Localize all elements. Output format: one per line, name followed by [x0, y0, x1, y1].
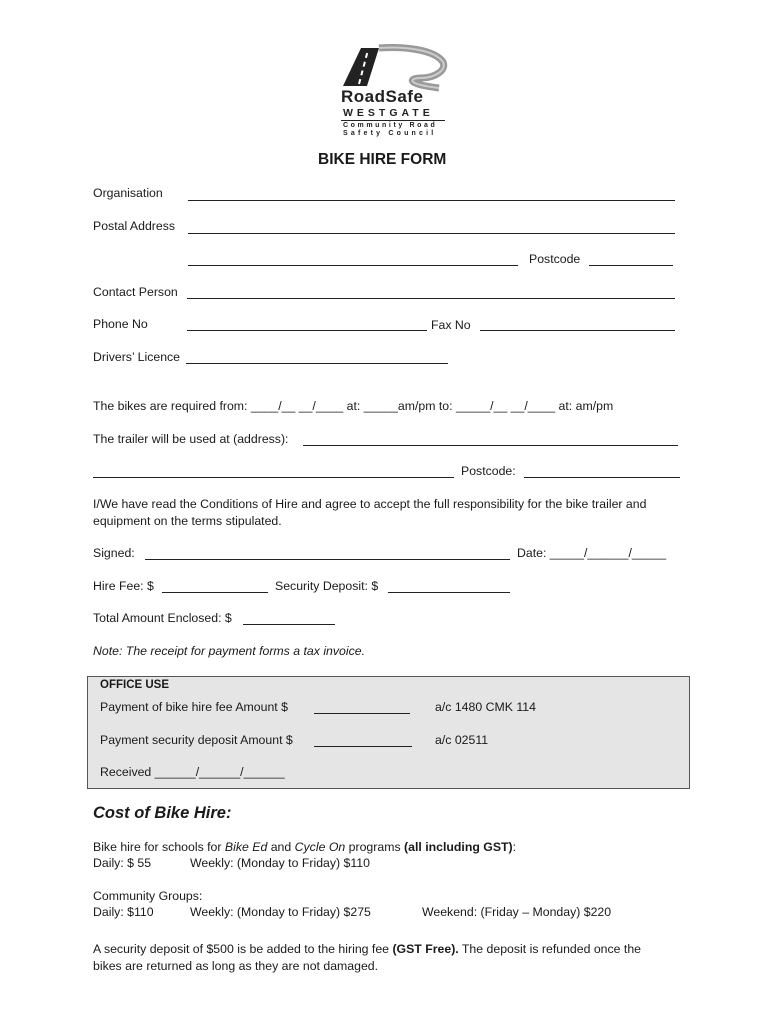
- total-enclosed-field[interactable]: [243, 624, 335, 625]
- deposit-info-line: [93, 942, 641, 956]
- schools-weekly: Weekly: (Monday to Friday) $110: [190, 856, 370, 870]
- schools-pricing-line: [93, 840, 516, 854]
- total-enclosed-label: Total Amount Enclosed: $: [93, 611, 232, 625]
- cost-heading: Cost of Bike Hire:: [93, 804, 232, 822]
- logo-tagline-1: Community Road: [343, 122, 438, 129]
- schools-and: and: [267, 840, 295, 854]
- page-title: BIKE HIRE FORM: [318, 151, 447, 168]
- logo-subbrand: WESTGATE: [343, 107, 434, 119]
- phone-label: Phone No: [93, 317, 148, 331]
- cycle-on-text: Cycle On: [294, 840, 346, 854]
- office-hire-fee-label: Payment of bike hire fee Amount $: [100, 700, 288, 714]
- schools-daily: Daily: $ 55: [93, 856, 152, 870]
- bike-ed-text: Bike Ed: [224, 840, 268, 854]
- drivers-licence-field[interactable]: [186, 363, 448, 364]
- trailer-address-field-2[interactable]: [93, 477, 454, 478]
- hire-fee-label: Hire Fee: $: [93, 579, 154, 593]
- community-daily: Daily: $110: [93, 905, 154, 919]
- schools-programs: programs: [345, 840, 405, 854]
- signature-field[interactable]: [145, 559, 510, 560]
- logo-brand: RoadSafe: [341, 87, 424, 106]
- schools-gst: (all including GST): [404, 840, 513, 854]
- community-weekly: Weekly: (Monday to Friday) $275: [190, 905, 371, 919]
- postcode-field[interactable]: [589, 265, 673, 266]
- schools-colon: :: [512, 840, 517, 854]
- date-field[interactable]: Date: _____/______/_____: [517, 546, 667, 560]
- trailer-address-label: The trailer will be used at (address):: [93, 432, 289, 446]
- deposit-prefix: A security deposit of $500 is be added to the hiring fee: [93, 942, 393, 956]
- office-use-heading: OFFICE USE: [100, 679, 170, 691]
- community-weekend: Weekend: (Friday – Monday) $220: [422, 905, 612, 919]
- contact-person-label: Contact Person: [93, 285, 178, 299]
- office-deposit-amount-field[interactable]: [314, 746, 412, 747]
- postal-address-field[interactable]: [188, 233, 675, 234]
- signed-label: Signed:: [93, 546, 135, 560]
- postcode-label: Postcode: [529, 252, 581, 266]
- organisation-field[interactable]: [188, 200, 675, 201]
- office-deposit-label: Payment security deposit Amount $: [100, 733, 293, 747]
- fax-field[interactable]: [480, 330, 675, 331]
- fax-label: Fax No: [431, 318, 471, 332]
- security-deposit-field[interactable]: [388, 592, 510, 593]
- community-heading: Community Groups:: [93, 889, 203, 903]
- drivers-licence-label: Drivers’ Licence: [93, 350, 181, 364]
- security-deposit-label: Security Deposit: $: [275, 579, 379, 593]
- declaration-text-2: equipment on the terms stipulated.: [93, 514, 282, 528]
- office-hire-fee-amount-field[interactable]: [314, 713, 410, 714]
- postal-address-field-2[interactable]: [188, 265, 518, 266]
- road-logo-icon: [335, 44, 450, 92]
- office-use-box: [87, 676, 690, 789]
- postal-address-label: Postal Address: [93, 219, 176, 233]
- trailer-address-field[interactable]: [303, 445, 678, 446]
- declaration-text: I/We have read the Conditions of Hire and agree to accept the full responsibility for the bike trailer and: [93, 497, 647, 511]
- trailer-postcode-label: Postcode:: [461, 464, 516, 478]
- deposit-info-line-2: bikes are returned as long as they are not damaged.: [93, 959, 379, 973]
- schools-prefix: Bike hire for schools for: [93, 840, 225, 854]
- hire-fee-field[interactable]: [162, 592, 268, 593]
- logo-tagline-2: Safety Council: [343, 130, 437, 137]
- deposit-suffix: The deposit is refunded once the: [458, 942, 642, 956]
- office-hire-fee-account: a/c 1480 CMK 114: [435, 700, 536, 714]
- deposit-gst: (GST Free).: [392, 942, 459, 956]
- contact-person-field[interactable]: [187, 298, 675, 299]
- organisation-label: Organisation: [93, 186, 163, 200]
- office-received-field[interactable]: Received ______/______/______: [100, 765, 285, 779]
- trailer-postcode-field[interactable]: [524, 477, 680, 478]
- phone-field[interactable]: [187, 330, 427, 331]
- roadsafe-logo: [335, 44, 450, 136]
- bikes-required-line[interactable]: The bikes are required from: ____/__ __/____ at: _____am/pm to: _____/__ __/____ at: am/pm: [93, 399, 614, 413]
- tax-invoice-note: Note: The receipt for payment forms a tax invoice.: [93, 644, 366, 658]
- office-deposit-account: a/c 02511: [435, 733, 489, 747]
